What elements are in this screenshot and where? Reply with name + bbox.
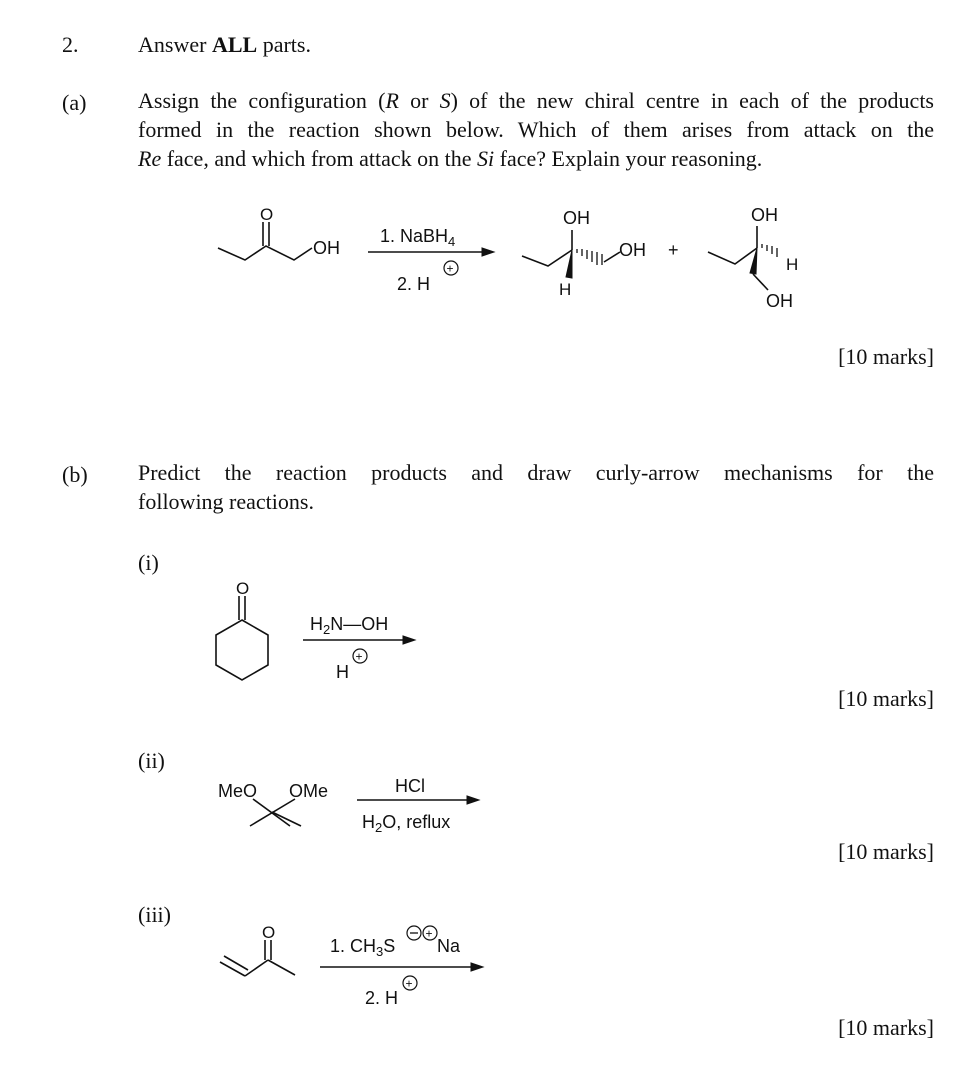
reagent-sodium: Na xyxy=(437,936,461,956)
part-b-iii-label: (iii) xyxy=(138,902,171,927)
methyl-vinyl-ketone xyxy=(220,940,295,976)
part-a-line-2: formed in the reaction shown below. Which of them arises from attack on the xyxy=(138,117,934,142)
svg-text:+: + xyxy=(446,261,454,276)
part-a-marks: [10 marks] xyxy=(838,344,934,369)
reagent-acid: 2. H xyxy=(397,274,431,294)
p1-h: H xyxy=(559,280,572,299)
plus-sign: + xyxy=(668,240,679,260)
reagent-hydroxylamine: $H_2N—OH$ xyxy=(310,614,389,637)
meo-group: MeO xyxy=(218,781,258,801)
question-number: 2. xyxy=(62,32,79,57)
p2-oh-top: OH xyxy=(751,205,778,225)
sm-carbonyl-o: O xyxy=(260,205,274,224)
ketone-o: O xyxy=(236,579,250,598)
enone-o: O xyxy=(262,923,276,942)
part-a-line-1: Assign the configuration (R or S) of the new chiral centre in each of the products xyxy=(138,88,934,113)
svg-text:+: + xyxy=(405,976,413,991)
part-b-label: (b) xyxy=(62,462,88,487)
p1-oh-right: OH xyxy=(619,240,646,260)
question-intro: Answer ALL parts. xyxy=(138,32,311,57)
part-a-line-3: Re face, and which from attack on the Si face? Explain your reasoning. xyxy=(138,146,763,171)
reagent-nabh4: 1. NaBH$_4$ xyxy=(380,226,456,249)
negative-charge-icon xyxy=(407,926,421,940)
reagent-hcl: HCl xyxy=(395,776,425,796)
ome-group: OMe xyxy=(289,781,329,801)
sm-oh: OH xyxy=(313,238,340,258)
positive-charge-icon xyxy=(403,976,417,991)
emphasis-all: ALL xyxy=(211,32,258,57)
p2-h: H xyxy=(786,255,799,274)
svg-text:+: + xyxy=(425,926,433,941)
positive-charge-icon xyxy=(423,926,437,941)
reagent-methanethiolate: 1. $CH_3S$ xyxy=(330,936,396,959)
part-b-ii-label: (ii) xyxy=(138,748,165,773)
svg-text:+: + xyxy=(355,649,363,664)
reagent-water-reflux: $H_2O$, reflux xyxy=(362,812,451,835)
part-a-label: (a) xyxy=(62,90,87,115)
part-b-i-marks: [10 marks] xyxy=(838,686,934,711)
p1-oh-top: OH xyxy=(563,208,590,228)
part-b-iii-marks: [10 marks] xyxy=(838,1015,934,1040)
reagent-acid-b-iii: 2. H xyxy=(365,988,399,1008)
part-b-line-1: Predict the reaction products and draw curly-arrow mechanisms for the xyxy=(138,460,934,485)
part-b-i-label: (i) xyxy=(138,550,159,575)
part-b-line-2: following reactions. xyxy=(138,489,314,514)
part-b-ii-marks: [10 marks] xyxy=(838,839,934,864)
p2-oh-bottom: OH xyxy=(766,291,793,311)
reaction-arrow-b-iii xyxy=(320,963,483,971)
reagent-acid-b-i: H xyxy=(336,662,349,682)
